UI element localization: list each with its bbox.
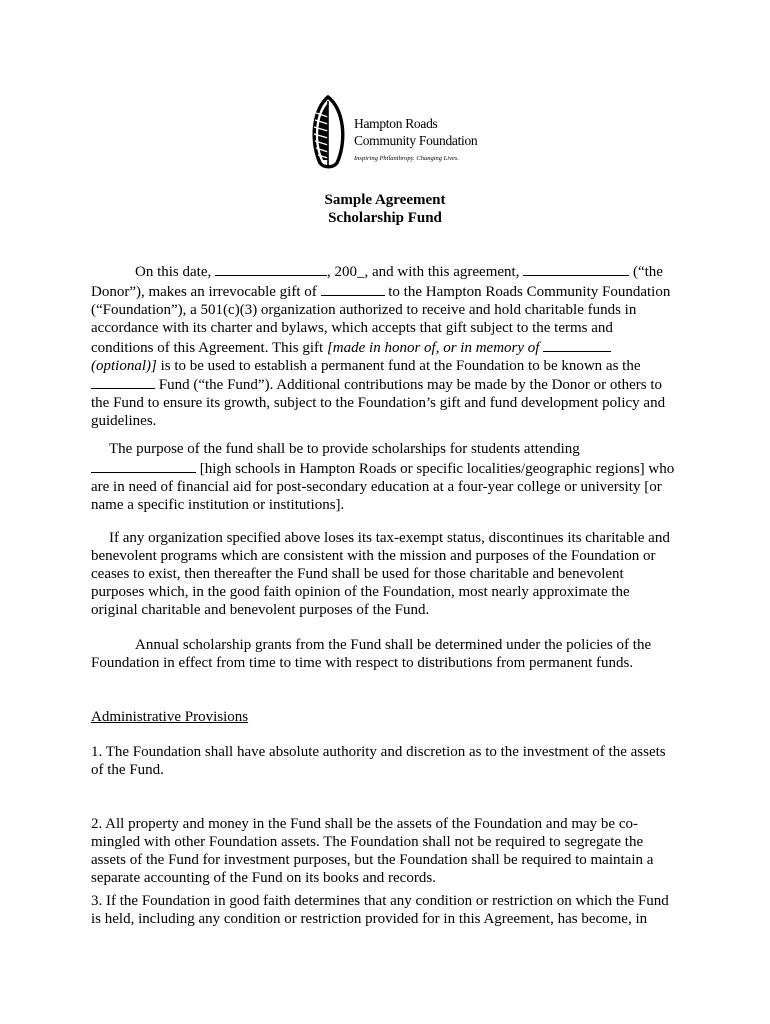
text-line: Foundation in effect from time to time with respect to distributions from permanent funds. (91, 654, 634, 671)
purpose-paragraph (91, 441, 681, 515)
text-line: assets of the Fund for investment purposes, but the Foundation shall be required to maintain a (91, 851, 654, 868)
text-line: original charitable and benevolent purposes of the Fund. (91, 601, 430, 618)
text-span: Donor”), makes an irrevocable gift of (91, 283, 317, 300)
text-span: On this date, (135, 264, 212, 280)
fund-name-blank (91, 375, 155, 389)
text-line: (“Foundation”), a 501(c)(3) organization authorized to receive and hold charitable funds in (91, 301, 637, 318)
text-line: are in need of financial aid for post-secondary education at a four-year college or university [or (91, 478, 662, 495)
text-span: is to be used to establish a permanent fund at the Foundation to be known as the (160, 357, 641, 374)
donor-blank (523, 262, 629, 276)
text-line: benevolent programs which are consistent with the mission and purposes of the Foundation or (91, 547, 656, 564)
document-subtitle: Scholarship Fund (328, 210, 442, 226)
text-span: conditions of this Agreement. This gift (91, 339, 324, 356)
text-span: to the Hampton Roads Community Foundation (388, 283, 671, 300)
text-line: guidelines. (91, 413, 157, 430)
text-line: 2. All property and money in the Fund shall be the assets of the Foundation and may be co- (91, 816, 638, 832)
gift-blank (321, 282, 385, 296)
text-line: ceases to exist, then thereafter the Fund shall be used for those charitable and benevolent (91, 565, 624, 582)
text-line: separate accounting of the Fund on its books and records. (91, 869, 436, 886)
text-span: The purpose of the fund shall be to provide scholarships for students attending (109, 441, 580, 457)
text-line: mingled with other Foundation assets. The Foundation shall not be required to segregate the (91, 833, 644, 850)
tax-status-paragraph (91, 530, 681, 620)
provision-1 (91, 744, 681, 780)
text-line: the Fund to ensure its growth, subject to the Foundation’s gift and fund development policy and (91, 395, 666, 412)
text-span: If any organization specified above loses its tax-exempt status, discontinues its charitable and (109, 530, 670, 546)
provision-3 (91, 893, 681, 929)
date-blank (215, 262, 327, 276)
text-span: (“the (632, 264, 663, 280)
sail-logo-icon (307, 95, 349, 173)
agreement-paragraph (91, 262, 681, 431)
text-line: accordance with its charter and bylaws, which accepts that gift subject to the terms and (91, 319, 613, 336)
text-span: Annual scholarship grants from the Fund shall be determined under the policies of the (135, 637, 652, 653)
text-line: is held, including any condition or restriction provided for in this Agreement, has become, in (91, 910, 648, 927)
text-span: (optional)] (91, 357, 157, 374)
text-line: 3. If the Foundation in good faith determines that any condition or restriction on which the Fund (91, 893, 669, 909)
text-span: , 200_, and with this agreement, (327, 264, 520, 280)
admin-provisions-heading: Administrative Provisions (91, 709, 249, 725)
provision-2 (91, 816, 681, 888)
text-line: of the Fund. (91, 761, 164, 778)
text-line: name a specific institution or institutions]. (91, 496, 345, 513)
grants-paragraph (91, 637, 681, 673)
text-line: 1. The Foundation shall have absolute authority and discretion as to the investment of the assets (91, 744, 666, 760)
document-title: Sample Agreement (324, 192, 446, 208)
text-line: purposes which, in the good faith opinion of the Foundation, most nearly approximate the (91, 583, 630, 600)
text-span: [made in honor of, or in memory of (326, 339, 540, 356)
logo-tagline: Inspiring Philanthropy. Changing Lives. (354, 155, 460, 162)
schools-blank (91, 459, 196, 473)
text-span: [high schools in Hampton Roads or specific localities/geographic regions] who (199, 460, 675, 477)
foundation-logo (307, 95, 507, 175)
logo-name: Hampton Roads Community Foundation (354, 116, 478, 148)
text-span: Fund (“the Fund”). Additional contributions may be made by the Donor or others to (158, 377, 662, 394)
honoree-blank (543, 338, 611, 352)
